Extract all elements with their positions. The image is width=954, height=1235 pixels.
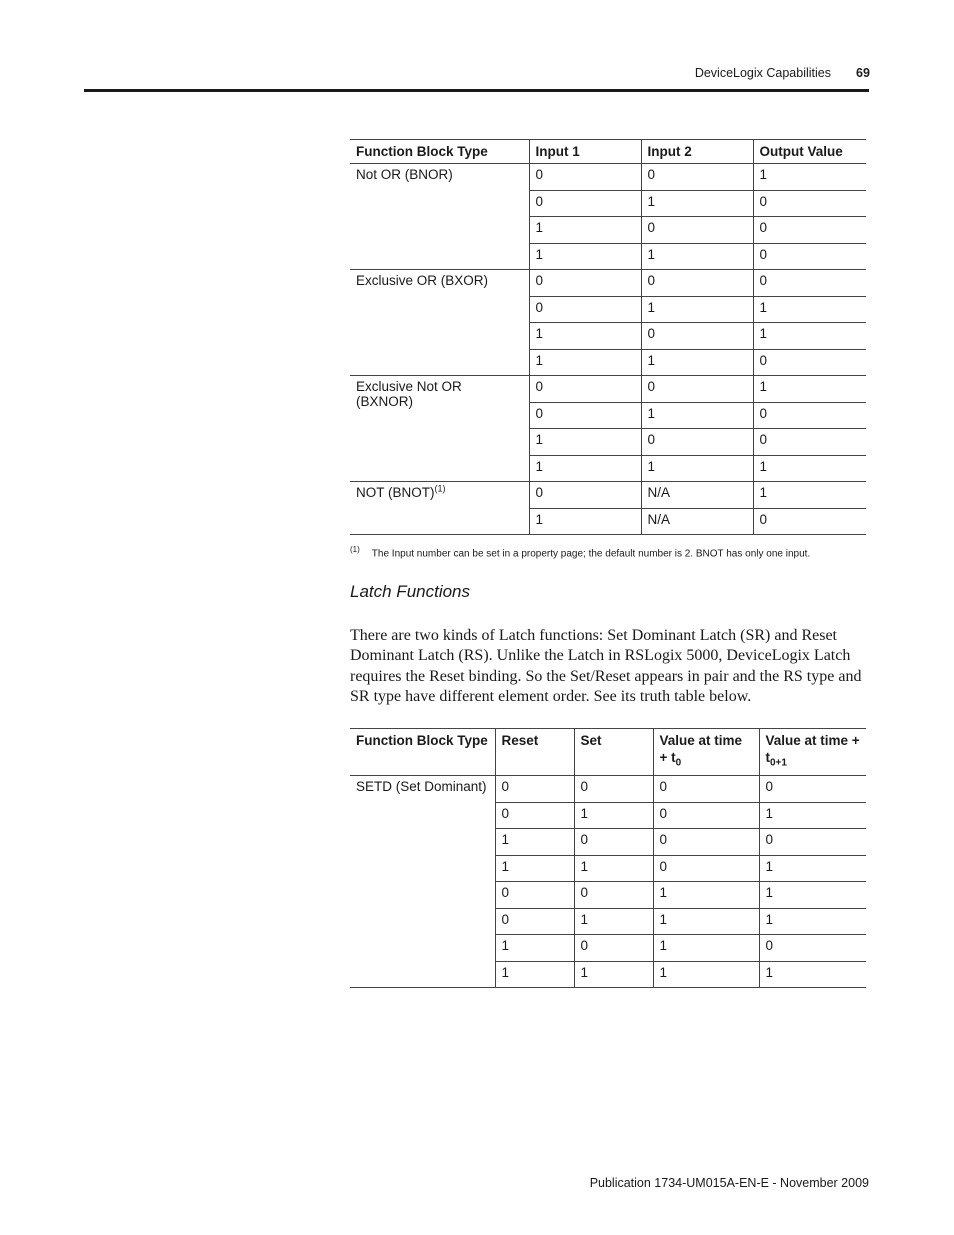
table-cell: 1: [759, 961, 866, 988]
table-row: [350, 270, 866, 297]
table-cell: 1: [759, 908, 866, 935]
table-row: [350, 376, 866, 403]
table-cell: 1: [574, 802, 653, 829]
table-cell: 0: [641, 323, 753, 350]
table-cell: 1: [529, 508, 641, 535]
table-cell: 1: [641, 402, 753, 429]
table-cell: 1: [495, 829, 574, 856]
table-cell: 1: [641, 455, 753, 482]
table-header-row: [350, 140, 866, 164]
table-cell: 0: [529, 270, 641, 297]
table-cell: 0: [529, 402, 641, 429]
table-cell: 1: [753, 296, 866, 323]
table-cell: 0: [529, 164, 641, 191]
table-cell: 0: [641, 376, 753, 403]
footnote-ref: (1): [434, 483, 446, 494]
table-cell: 1: [753, 164, 866, 191]
table-row: [350, 776, 866, 803]
table-cell: 1: [759, 855, 866, 882]
footnote-text: The Input number can be set in a property page; the default number is 2. BNOT has only one input.: [371, 548, 811, 560]
function-block-type-cell: NOT (BNOT)$^{(1)}$: [350, 482, 529, 535]
table-cell: 1: [653, 882, 759, 909]
function-block-type-cell: Not OR (BNOR): [350, 164, 529, 270]
table-row: [350, 164, 866, 191]
publication-footer: Publication 1734-UM015A-EN-E - November 2009: [589, 1176, 869, 1190]
table-cell: 0: [574, 776, 653, 803]
logic-truth-table: [350, 139, 866, 535]
table-cell: 0: [653, 855, 759, 882]
table-cell: 0: [753, 429, 866, 456]
column-header: Output Value: [753, 140, 866, 164]
table-cell: 0: [574, 935, 653, 962]
table-cell: 0: [495, 882, 574, 909]
table-cell: 0: [753, 190, 866, 217]
column-header: Reset: [495, 729, 574, 776]
table-cell: 1: [753, 323, 866, 350]
table-cell: 1: [653, 908, 759, 935]
function-block-type-cell: SETD (Set Dominant): [350, 776, 495, 988]
table-cell: 0: [753, 217, 866, 244]
table-cell: 0: [653, 829, 759, 856]
table-cell: 0: [641, 270, 753, 297]
table-cell: N/A: [641, 508, 753, 535]
table-cell: 1: [753, 482, 866, 509]
section-heading: Latch Functions: [350, 582, 471, 601]
table-cell: 0: [653, 776, 759, 803]
table-cell: 1: [529, 455, 641, 482]
table-cell: 1: [641, 190, 753, 217]
table-cell: N/A: [641, 482, 753, 509]
table-cell: 1: [641, 349, 753, 376]
running-header-title: DeviceLogix Capabilities: [694, 66, 831, 80]
body-paragraph: There are two kinds of Latch functions: Set Dominant Latch (SR) and Reset Dominant Latch (RS). Unlike the Latch in RSLogix 5000, DeviceLogix Latch requires the Reset binding. So the Set/Reset appears in pair and the RS type and SR type have different element order. See its truth table below.: [350, 627, 862, 705]
table-row: [350, 482, 866, 509]
table-cell: 1: [759, 882, 866, 909]
latch-truth-table: [350, 728, 866, 988]
table-cell: 0: [529, 376, 641, 403]
table-cell: 0: [759, 829, 866, 856]
table-cell: 0: [574, 829, 653, 856]
column-header: Value at time + $t_0$: [653, 729, 759, 776]
column-header: Value at time + $t_{0+1}$: [759, 729, 866, 776]
table-cell: 1: [529, 243, 641, 270]
header-rule: [84, 89, 869, 92]
table-cell: 0: [753, 243, 866, 270]
table-cell: 0: [753, 402, 866, 429]
table-footnote: [350, 545, 866, 559]
table-cell: 1: [653, 961, 759, 988]
table-cell: 0: [495, 776, 574, 803]
table-cell: 1: [753, 455, 866, 482]
column-header: Function Block Type: [350, 140, 529, 164]
table-cell: 0: [495, 802, 574, 829]
table-cell: 0: [529, 296, 641, 323]
table-cell: 1: [529, 349, 641, 376]
table-cell: 1: [574, 908, 653, 935]
function-block-type-cell: Exclusive Not OR (BXNOR): [350, 376, 529, 482]
table-cell: 1: [641, 243, 753, 270]
table-cell: 1: [495, 961, 574, 988]
table-cell: 1: [574, 855, 653, 882]
table-cell: 1: [574, 961, 653, 988]
table-cell: 0: [574, 882, 653, 909]
table-cell: 0: [641, 429, 753, 456]
table-cell: 0: [529, 190, 641, 217]
table-cell: 1: [529, 217, 641, 244]
footnote-mark: (1): [350, 545, 360, 554]
table-cell: 0: [529, 482, 641, 509]
page-number: 69: [856, 66, 870, 80]
table-cell: 1: [529, 323, 641, 350]
table-cell: 0: [495, 908, 574, 935]
table-cell: 0: [653, 802, 759, 829]
table-cell: 1: [495, 855, 574, 882]
table-cell: 0: [753, 270, 866, 297]
table-cell: 1: [653, 935, 759, 962]
function-block-type-cell: Exclusive OR (BXOR): [350, 270, 529, 376]
column-header: Input 1: [529, 140, 641, 164]
table-cell: 1: [495, 935, 574, 962]
table-cell: 1: [529, 429, 641, 456]
table-cell: 0: [759, 935, 866, 962]
table-cell: 0: [641, 164, 753, 191]
table-cell: 0: [641, 217, 753, 244]
table-cell: 1: [753, 376, 866, 403]
table-header-row: [350, 729, 866, 776]
column-header: Set: [574, 729, 653, 776]
table-cell: 0: [753, 349, 866, 376]
table-cell: 0: [753, 508, 866, 535]
table-cell: 1: [759, 802, 866, 829]
column-header: Input 2: [641, 140, 753, 164]
column-header: Function Block Type: [350, 729, 495, 776]
table-cell: 1: [641, 296, 753, 323]
table-cell: 0: [759, 776, 866, 803]
